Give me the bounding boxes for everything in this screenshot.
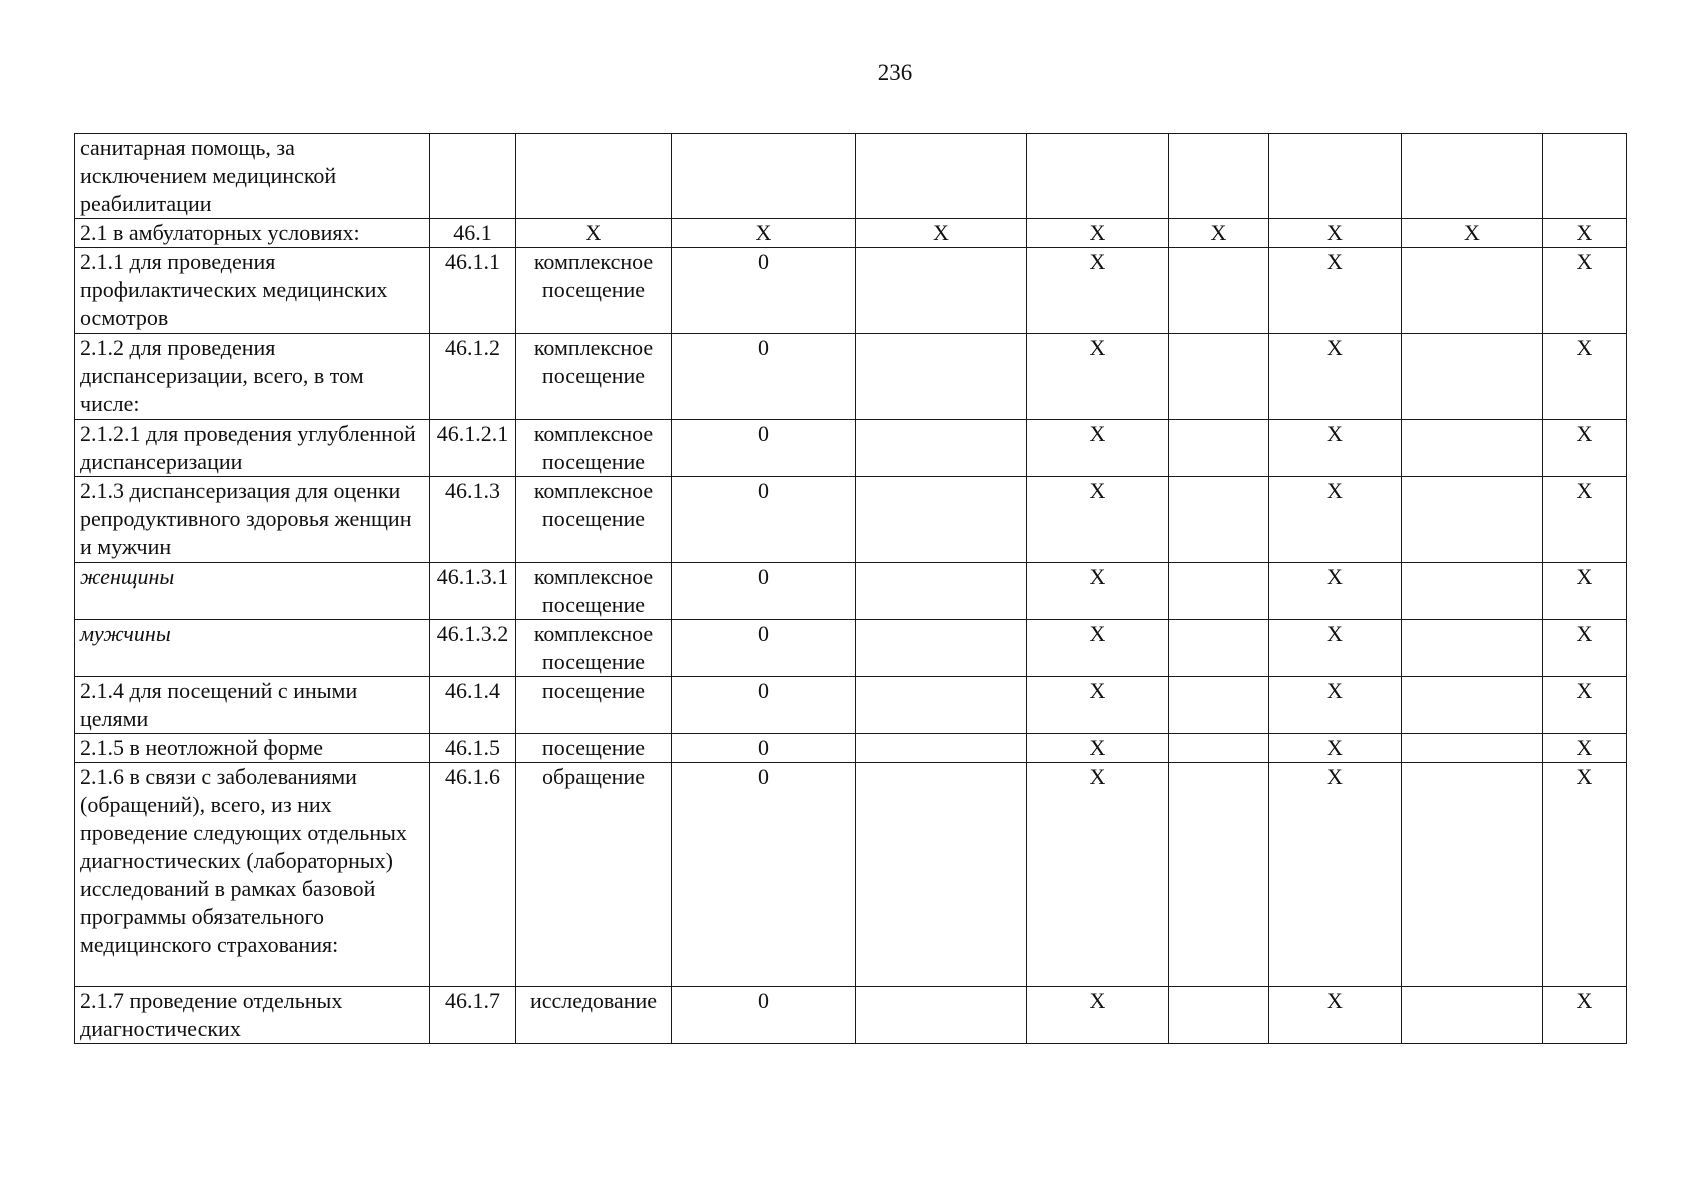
- value-cell: [1402, 734, 1543, 763]
- value-cell: X: [1269, 420, 1402, 477]
- row-name-cell: мужчины: [75, 620, 430, 677]
- table-row: [75, 134, 1627, 219]
- table-row: [75, 334, 1627, 420]
- value-cell: [1169, 987, 1269, 1044]
- table-row: [75, 563, 1627, 620]
- value-cell: [1169, 763, 1269, 987]
- value-cell: X: [1027, 219, 1169, 248]
- row-code-cell: 46.1.6: [430, 763, 516, 987]
- value-cell: 0: [672, 677, 856, 734]
- value-cell: X: [1543, 987, 1627, 1044]
- row-unit-cell: комплексное посещение: [516, 477, 672, 563]
- value-cell: X: [1027, 763, 1169, 987]
- value-cell: X: [1027, 334, 1169, 420]
- row-code-cell: 46.1.1: [430, 248, 516, 334]
- value-cell: X: [1543, 477, 1627, 563]
- value-cell: X: [1543, 248, 1627, 334]
- row-unit-cell: исследование: [516, 987, 672, 1044]
- table-row: [75, 620, 1627, 677]
- value-cell: [856, 420, 1027, 477]
- value-cell: X: [1269, 734, 1402, 763]
- value-cell: X: [1027, 477, 1169, 563]
- value-cell: 0: [672, 420, 856, 477]
- data-table: [74, 133, 1627, 1044]
- value-cell: X: [1269, 248, 1402, 334]
- table-row: [75, 477, 1627, 563]
- value-cell: [1402, 563, 1543, 620]
- page-number: 236: [877, 60, 913, 85]
- value-cell: X: [1269, 219, 1402, 248]
- value-cell: X: [1027, 563, 1169, 620]
- value-cell: [856, 620, 1027, 677]
- row-unit-cell: комплексное посещение: [516, 334, 672, 420]
- value-cell: [1269, 134, 1402, 219]
- table-row: [75, 987, 1627, 1044]
- value-cell: X: [1269, 763, 1402, 987]
- row-name-cell: 2.1.2.1 для проведения углубленной диспансеризации: [75, 420, 430, 477]
- value-cell: X: [1269, 563, 1402, 620]
- row-code-cell: 46.1.3.2: [430, 620, 516, 677]
- value-cell: [1027, 134, 1169, 219]
- row-code-cell: 46.1.5: [430, 734, 516, 763]
- value-cell: [856, 677, 1027, 734]
- value-cell: [1402, 620, 1543, 677]
- value-cell: [1169, 563, 1269, 620]
- row-name-cell: 2.1.4 для посещений с иными целями: [75, 677, 430, 734]
- value-cell: 0: [672, 563, 856, 620]
- value-cell: X: [672, 219, 856, 248]
- value-cell: [856, 477, 1027, 563]
- value-cell: X: [1269, 477, 1402, 563]
- value-cell: X: [1027, 248, 1169, 334]
- value-cell: X: [1269, 334, 1402, 420]
- table-row: [75, 734, 1627, 763]
- value-cell: [856, 734, 1027, 763]
- value-cell: [856, 334, 1027, 420]
- value-cell: [1169, 620, 1269, 677]
- row-code-cell: 46.1.4: [430, 677, 516, 734]
- value-cell: X: [1269, 620, 1402, 677]
- row-name-cell: 2.1 в амбулаторных условиях:: [75, 219, 430, 248]
- row-unit-cell: комплексное посещение: [516, 420, 672, 477]
- value-cell: X: [1543, 620, 1627, 677]
- row-unit-cell: комплексное посещение: [516, 563, 672, 620]
- table-body: [75, 134, 1627, 1044]
- value-cell: [1169, 677, 1269, 734]
- row-name-cell: 2.1.3 диспансеризация для оценки репродуктивного здоровья женщин и мужчин: [75, 477, 430, 563]
- row-code-cell: 46.1: [430, 219, 516, 248]
- table-row: [75, 677, 1627, 734]
- row-name-cell: 2.1.2 для проведения диспансеризации, всего, в том числе:: [75, 334, 430, 420]
- row-name-cell: 2.1.7 проведение отдельных диагностических: [75, 987, 430, 1044]
- value-cell: X: [1269, 987, 1402, 1044]
- row-code-cell: 46.1.3: [430, 477, 516, 563]
- row-unit-cell: комплексное посещение: [516, 620, 672, 677]
- row-code-cell: 46.1.3.1: [430, 563, 516, 620]
- value-cell: X: [1543, 734, 1627, 763]
- value-cell: [1169, 134, 1269, 219]
- value-cell: X: [1543, 763, 1627, 987]
- row-unit-cell: посещение: [516, 734, 672, 763]
- row-name-cell: 2.1.6 в связи с заболеваниями (обращений), всего, из них проведение следующих отдельных диагностических (лабораторных) исследований в рамках базовой программы обязательного медицинского страхования:: [75, 763, 430, 987]
- value-cell: [1169, 334, 1269, 420]
- value-cell: [1543, 134, 1627, 219]
- row-code-cell: 46.1.7: [430, 987, 516, 1044]
- value-cell: [856, 763, 1027, 987]
- value-cell: [1402, 677, 1543, 734]
- value-cell: 0: [672, 763, 856, 987]
- table-row: [75, 420, 1627, 477]
- value-cell: X: [1027, 620, 1169, 677]
- value-cell: [1169, 420, 1269, 477]
- value-cell: X: [1027, 677, 1169, 734]
- value-cell: X: [1543, 219, 1627, 248]
- value-cell: X: [1543, 677, 1627, 734]
- value-cell: [856, 987, 1027, 1044]
- row-name-cell: санитарная помощь, за исключением медицинской реабилитации: [75, 134, 430, 219]
- value-cell: [672, 134, 856, 219]
- row-name-cell: 2.1.1 для проведения профилактических медицинских осмотров: [75, 248, 430, 334]
- value-cell: [856, 248, 1027, 334]
- table-row: [75, 763, 1627, 987]
- value-cell: X: [1169, 219, 1269, 248]
- row-code-cell: 46.1.2: [430, 334, 516, 420]
- value-cell: [856, 134, 1027, 219]
- value-cell: X: [1269, 677, 1402, 734]
- row-unit-cell: [516, 134, 672, 219]
- row-code-cell: 46.1.2.1: [430, 420, 516, 477]
- value-cell: X: [1027, 987, 1169, 1044]
- value-cell: [1169, 477, 1269, 563]
- table-row: [75, 248, 1627, 334]
- row-name-cell: женщины: [75, 563, 430, 620]
- value-cell: [1402, 420, 1543, 477]
- row-unit-cell: комплексное посещение: [516, 248, 672, 334]
- row-name-cell: 2.1.5 в неотложной форме: [75, 734, 430, 763]
- value-cell: X: [1027, 734, 1169, 763]
- value-cell: [1402, 763, 1543, 987]
- value-cell: X: [1543, 563, 1627, 620]
- value-cell: 0: [672, 248, 856, 334]
- value-cell: 0: [672, 334, 856, 420]
- row-unit-cell: посещение: [516, 677, 672, 734]
- value-cell: [1169, 248, 1269, 334]
- value-cell: X: [1543, 334, 1627, 420]
- value-cell: X: [856, 219, 1027, 248]
- value-cell: [1402, 134, 1543, 219]
- value-cell: [1402, 477, 1543, 563]
- value-cell: [856, 563, 1027, 620]
- value-cell: 0: [672, 987, 856, 1044]
- value-cell: 0: [672, 620, 856, 677]
- value-cell: [1169, 734, 1269, 763]
- value-cell: 0: [672, 734, 856, 763]
- value-cell: X: [1543, 420, 1627, 477]
- row-unit-cell: X: [516, 219, 672, 248]
- row-unit-cell: обращение: [516, 763, 672, 987]
- value-cell: [1402, 334, 1543, 420]
- value-cell: X: [1027, 420, 1169, 477]
- value-cell: [1402, 987, 1543, 1044]
- value-cell: [1402, 248, 1543, 334]
- table-row: [75, 219, 1627, 248]
- row-code-cell: [430, 134, 516, 219]
- value-cell: X: [1402, 219, 1543, 248]
- value-cell: 0: [672, 477, 856, 563]
